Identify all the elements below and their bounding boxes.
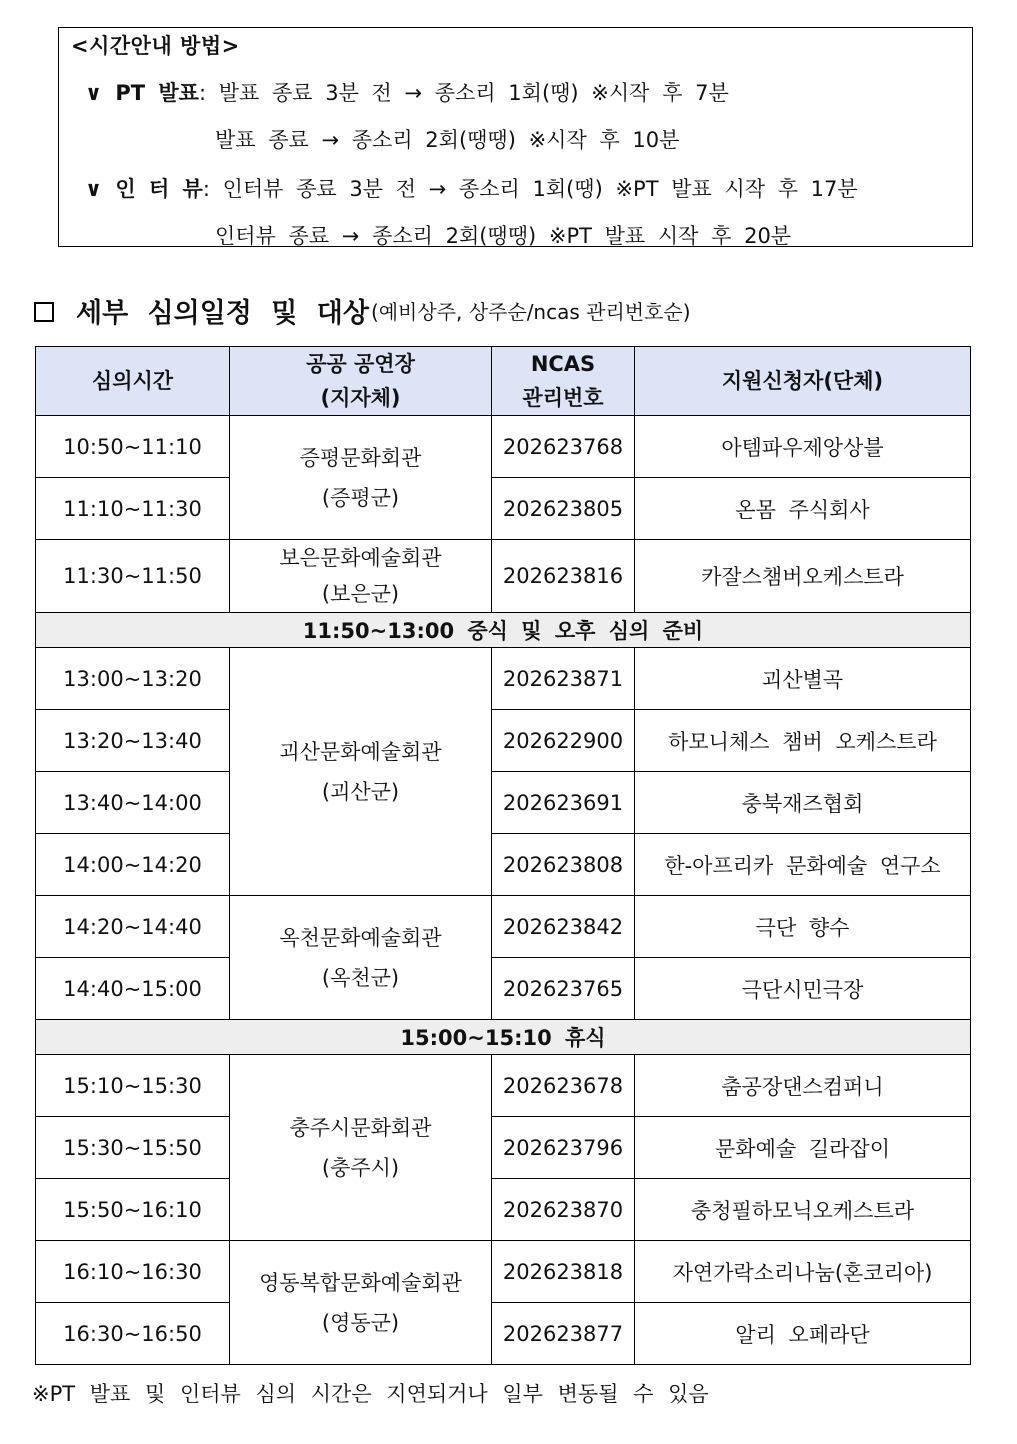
venue-region: (증평군) [321,485,400,510]
time-cell: 16:10~16:30 [36,1241,230,1303]
applicant-cell: 알리 오페라단 [635,1303,971,1365]
time-cell: 13:20~13:40 [36,710,230,772]
header-venue-line1: 공공 공연장 [306,352,415,376]
interview-guide-text-1: : 인터뷰 종료 3분 전 → 종소리 1회(땡) ※PT 발표 시작 후 17분 [202,177,858,201]
time-cell: 14:20~14:40 [36,896,230,958]
venue-name: 옥천문화예술회관 [279,925,442,950]
venue-region: (보은군) [321,582,400,606]
applicant-cell: 문화예술 길라잡이 [635,1117,971,1179]
ncas-cell: 202623691 [492,772,635,834]
venue-region: (충주시) [321,1155,400,1180]
section-title: 세부 심의일정 및 대상 [76,298,369,329]
break-row [36,1020,971,1055]
applicant-cell: 하모니체스 챔버 오케스트라 [635,710,971,772]
ncas-cell: 202623842 [492,896,635,958]
ncas-cell: 202623871 [492,648,635,710]
ncas-cell: 202623870 [492,1179,635,1241]
ncas-cell: 202623796 [492,1117,635,1179]
break-row [36,613,971,648]
venue-region: (옥천군) [321,965,400,990]
applicant-cell: 카잘스챔버오케스트라 [635,540,971,613]
header-ncas-line1: NCAS [530,352,596,376]
interview-guide-label: ∨ 인 터 뷰 [85,177,203,201]
break-cell: 15:00~15:10 휴식 [36,1020,971,1055]
break-cell: 11:50~13:00 중식 및 오후 심의 준비 [36,613,971,648]
section-subtitle: (예비상주, 상주순/ncas 관리번호순) [370,300,691,324]
time-cell: 13:40~14:00 [36,772,230,834]
table-row [36,540,971,613]
applicant-cell: 충청필하모닉오케스트라 [635,1179,971,1241]
venue-cell [230,1055,492,1241]
table-row [36,1179,971,1241]
interview-guide-line-2: 인터뷰 종료 → 종소리 2회(땡땡) ※PT 발표 시작 후 20분 [215,224,792,248]
applicant-cell: 춤공장댄스컴퍼니 [635,1055,971,1117]
table-row [36,1055,971,1117]
pt-guide-line-1 [85,77,729,107]
applicant-cell: 극단시민극장 [635,958,971,1020]
ncas-cell: 202623805 [492,478,635,540]
ncas-cell: 202622900 [492,710,635,772]
ncas-cell: 202623678 [492,1055,635,1117]
venue-name: 보은문화예술회관 [279,546,442,570]
table-row [36,958,971,1020]
time-cell: 13:00~13:20 [36,648,230,710]
checkbox-icon [34,302,54,322]
table-header-row [36,347,971,416]
section-heading [34,291,691,330]
table-row [36,1241,971,1303]
header-time: 심의시간 [36,347,230,416]
time-cell: 11:30~11:50 [36,540,230,613]
header-ncas [492,347,635,416]
schedule-table [35,346,971,1365]
table-row [36,710,971,772]
time-guide-title: <시간안내 방법> [71,34,240,58]
venue-cell [230,1241,492,1365]
table-row [36,1117,971,1179]
table-row [36,1303,971,1365]
pt-guide-text-1: : 발표 종료 3분 전 → 종소리 1회(땡) ※시작 후 7분 [198,81,729,105]
table-row [36,416,971,478]
applicant-cell: 충북재즈협회 [635,772,971,834]
time-cell: 15:30~15:50 [36,1117,230,1179]
footnote: ※PT 발표 및 인터뷰 심의 시간은 지연되거나 일부 변동될 수 있음 [32,1382,709,1406]
pt-guide-line-2: 발표 종료 → 종소리 2회(땡땡) ※시작 후 10분 [215,128,680,152]
ncas-cell: 202623768 [492,416,635,478]
venue-cell [230,896,492,1020]
venue-region: (괴산군) [321,779,400,804]
applicant-cell: 한-아프리카 문화예술 연구소 [635,834,971,896]
venue-name: 충주시문화회관 [289,1115,432,1140]
interview-guide-line-1 [85,173,858,203]
table-row [36,648,971,710]
venue-name: 영동복합문화예술회관 [259,1270,462,1295]
time-cell: 15:10~15:30 [36,1055,230,1117]
ncas-cell: 202623765 [492,958,635,1020]
applicant-cell: 괴산별곡 [635,648,971,710]
time-cell: 10:50~11:10 [36,416,230,478]
applicant-cell: 자연가락소리나눔(혼코리아) [635,1241,971,1303]
header-venue-line2: (지자체) [320,386,401,410]
table-row [36,834,971,896]
time-cell: 11:10~11:30 [36,478,230,540]
venue-name: 증평문화회관 [299,445,422,470]
time-cell: 14:40~15:00 [36,958,230,1020]
venue-cell [230,540,492,613]
ncas-cell: 202623816 [492,540,635,613]
venue-cell [230,648,492,896]
applicant-cell: 아템파우제앙상블 [635,416,971,478]
venue-name: 괴산문화예술회관 [279,739,442,764]
venue-cell [230,416,492,540]
header-venue [230,347,492,416]
table-row [36,896,971,958]
table-row [36,772,971,834]
pt-guide-label: ∨ PT 발표 [85,81,199,105]
time-cell: 14:00~14:20 [36,834,230,896]
time-guide-box [58,27,973,247]
header-applicant: 지원신청자(단체) [635,347,971,416]
table-row [36,478,971,540]
header-ncas-line2: 관리번호 [522,386,604,410]
applicant-cell: 극단 향수 [635,896,971,958]
applicant-cell: 온몸 주식회사 [635,478,971,540]
ncas-cell: 202623808 [492,834,635,896]
time-cell: 15:50~16:10 [36,1179,230,1241]
time-cell: 16:30~16:50 [36,1303,230,1365]
ncas-cell: 202623818 [492,1241,635,1303]
ncas-cell: 202623877 [492,1303,635,1365]
venue-region: (영동군) [321,1310,400,1335]
